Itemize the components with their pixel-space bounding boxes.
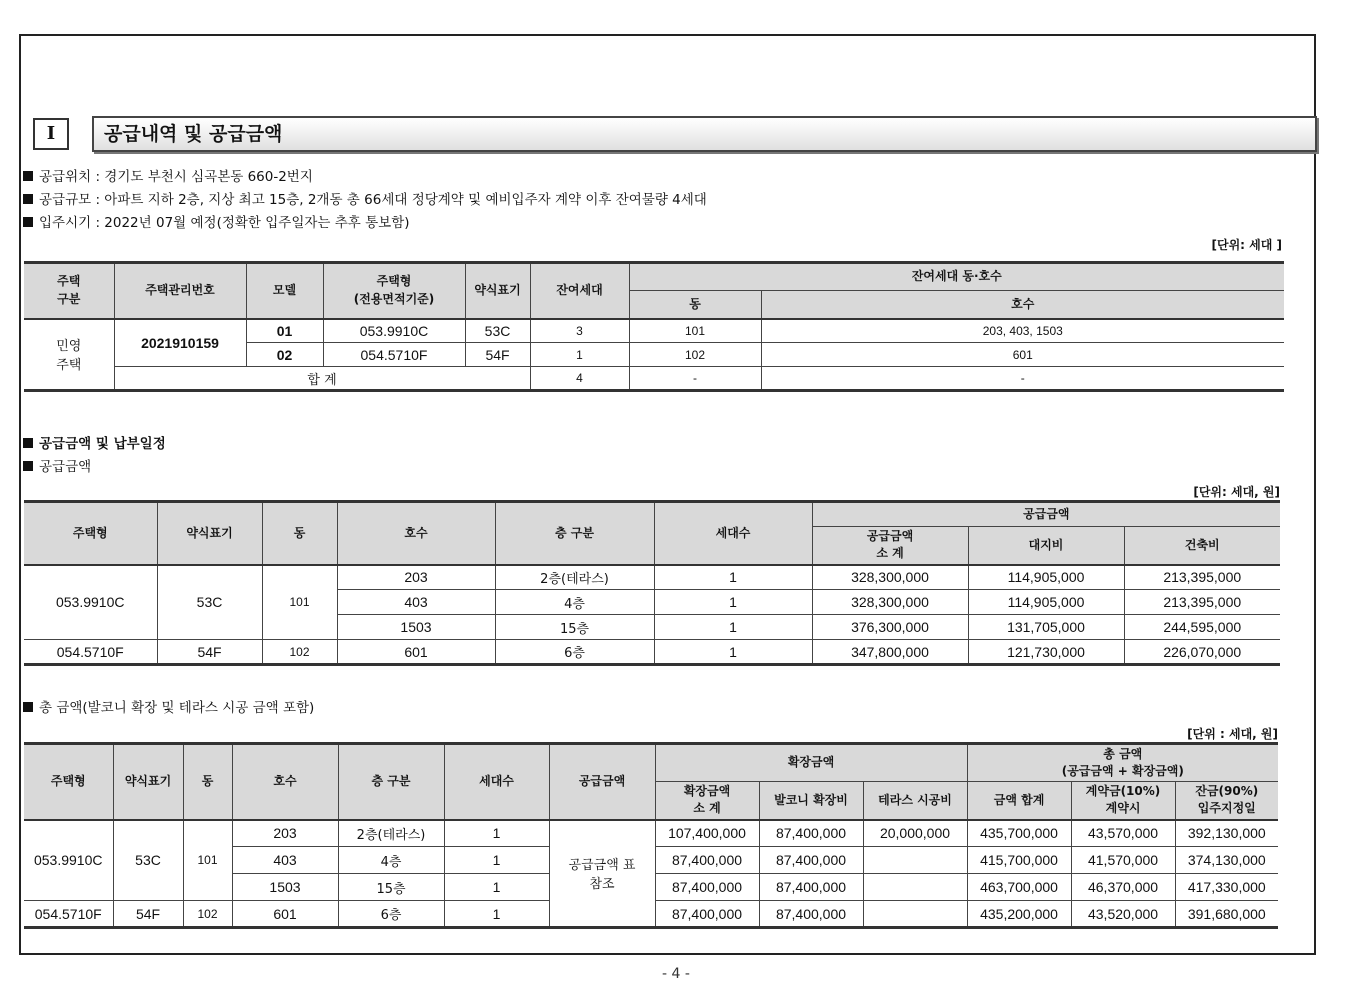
- total-row: [24, 367, 1284, 391]
- cell-balcony: 87,400,000: [759, 874, 863, 901]
- supply-price-table: [24, 500, 1280, 666]
- cell-abbr: 54F: [157, 640, 262, 665]
- cell-hosu: 1503: [337, 615, 495, 640]
- table1-unit: [단위: 세대 ]: [1211, 238, 1282, 252]
- cell-units: 1: [654, 590, 812, 615]
- th-units: 세대수: [654, 502, 812, 565]
- cell-floor: 2층(테라스): [495, 565, 654, 590]
- cell-hosu: 403: [232, 847, 338, 874]
- cell-terrace: 20,000,000: [863, 820, 967, 847]
- th-hosu: 호수: [232, 744, 338, 820]
- cell-deposit: 46,370,000: [1071, 874, 1175, 901]
- schedule-heading: [23, 432, 166, 452]
- cell-subtotal: 328,300,000: [812, 590, 968, 615]
- cell-dong: 101: [262, 565, 337, 640]
- cell-deposit: 41,570,000: [1071, 847, 1175, 874]
- cell-hosu: 601: [232, 901, 338, 928]
- bullet-square-icon: [23, 217, 33, 227]
- th-ext-subtotal: 확장금액 소 계: [655, 782, 759, 820]
- cell-floor: 4층: [495, 590, 654, 615]
- cell-deposit: 43,570,000: [1071, 820, 1175, 847]
- th-extension: 확장금액: [655, 744, 967, 782]
- th-housing-type: 주택형 (전용면적기준): [323, 263, 465, 319]
- cell-land: 114,905,000: [968, 590, 1124, 615]
- cell-hosu: 1503: [232, 874, 338, 901]
- cell-ext-subtotal: 107,400,000: [655, 820, 759, 847]
- page-number: - 4 -: [662, 966, 690, 982]
- bullet-square-icon: [23, 171, 33, 181]
- cell-dong: 101: [629, 319, 761, 343]
- cell-building: 244,595,000: [1124, 615, 1280, 640]
- th-floor: 층 구분: [495, 502, 654, 565]
- th-sum: 금액 합계: [967, 782, 1071, 820]
- cell-model: 01: [246, 319, 323, 343]
- cell-hosu: 203: [337, 565, 495, 590]
- cell-abbr: 54F: [465, 343, 530, 367]
- cell-balcony: 87,400,000: [759, 901, 863, 928]
- cell-balcony: 87,400,000: [759, 847, 863, 874]
- cell-ext-subtotal: 87,400,000: [655, 847, 759, 874]
- supply-heading-text: 공급금액: [39, 459, 92, 475]
- cell-units: 1: [444, 874, 549, 901]
- cell-hosu: 403: [337, 590, 495, 615]
- th-supply: 공급금액: [549, 744, 655, 820]
- th-remaining-units: 잔여세대 동·호수: [629, 263, 1284, 291]
- cell-units: 1: [444, 820, 549, 847]
- th-supply: 공급금액: [812, 502, 1280, 527]
- cell-hosu: 601: [337, 640, 495, 665]
- cell-dong: 102: [629, 343, 761, 367]
- cell-type: 054.5710F: [323, 343, 465, 367]
- th-total: 총 금액 (공급금액 + 확장금액): [967, 744, 1278, 782]
- bullet-square-icon: [23, 194, 33, 204]
- cell-category: 민영 주택: [24, 319, 114, 391]
- cell-units: 1: [654, 615, 812, 640]
- th-hosu: 호수: [761, 291, 1284, 319]
- th-model: 모델: [246, 263, 323, 319]
- cell-building: 213,395,000: [1124, 565, 1280, 590]
- bullet-square-icon: [23, 702, 33, 712]
- total-heading-text: 총 금액(발코니 확장 및 테라스 시공 금액 포함): [39, 700, 315, 716]
- cell-balance: 374,130,000: [1175, 847, 1278, 874]
- cell-type: 053.9910C: [323, 319, 465, 343]
- supply-heading: [23, 455, 91, 475]
- info-scale-text: 공급규모 : 아파트 지하 2층, 지상 최고 15층, 2개동 총 66세대 정당계약 및 예비입주자 계약 이후 잔여물량 4세대: [39, 192, 707, 208]
- th-land: 대지비: [968, 527, 1124, 565]
- cell-land: 131,705,000: [968, 615, 1124, 640]
- cell-dong: 102: [183, 901, 232, 928]
- cell-land: 121,730,000: [968, 640, 1124, 665]
- total-price-table: [24, 742, 1278, 929]
- info-scale: [23, 188, 707, 208]
- cell-terrace: [863, 847, 967, 874]
- cell-ext-subtotal: 87,400,000: [655, 901, 759, 928]
- table3-unit: [단위 : 세대, 원]: [1187, 727, 1278, 741]
- cell-balance: 417,330,000: [1175, 874, 1278, 901]
- th-type: 주택형: [24, 502, 157, 565]
- cell-building: 213,395,000: [1124, 590, 1280, 615]
- th-mgmt-no: 주택관리번호: [114, 263, 246, 319]
- cell-units: 1: [444, 847, 549, 874]
- cell-total-dong: -: [629, 367, 761, 391]
- cell-building: 226,070,000: [1124, 640, 1280, 665]
- th-deposit: 계약금(10%) 계약시: [1071, 782, 1175, 820]
- total-heading: [23, 696, 314, 716]
- cell-sum: 435,700,000: [967, 820, 1071, 847]
- schedule-heading-text: 공급금액 및 납부일정: [39, 436, 166, 452]
- info-move-in: [23, 211, 410, 231]
- cell-type: 053.9910C: [24, 820, 113, 901]
- th-balcony: 발코니 확장비: [759, 782, 863, 820]
- cell-terrace: [863, 874, 967, 901]
- cell-balance: 391,680,000: [1175, 901, 1278, 928]
- table-row: [24, 319, 1284, 343]
- cell-abbr: 53C: [465, 319, 530, 343]
- cell-subtotal: 347,800,000: [812, 640, 968, 665]
- th-abbr: 약식표기: [157, 502, 262, 565]
- th-remaining: 잔여세대: [530, 263, 629, 319]
- cell-mgmt-no: 2021910159: [114, 319, 246, 367]
- table-row: [24, 640, 1280, 665]
- info-location-text: 공급위치 : 경기도 부천시 심곡본동 660-2번지: [39, 169, 313, 185]
- cell-hosu: 203: [232, 820, 338, 847]
- th-abbr: 약식표기: [113, 744, 183, 820]
- remaining-units-table: [24, 261, 1284, 392]
- cell-total-hosu: -: [761, 367, 1284, 391]
- cell-deposit: 43,520,000: [1071, 901, 1175, 928]
- th-floor: 층 구분: [338, 744, 444, 820]
- cell-type: 054.5710F: [24, 640, 157, 665]
- cell-abbr: 54F: [113, 901, 183, 928]
- cell-hosu: 203, 403, 1503: [761, 319, 1284, 343]
- cell-type: 054.5710F: [24, 901, 113, 928]
- info-move-in-text: 입주시기 : 2022년 07월 예정(정확한 입주일자는 추후 통보함): [39, 215, 410, 231]
- table-row: [24, 820, 1278, 847]
- info-location: [23, 165, 313, 185]
- cell-dong: 102: [262, 640, 337, 665]
- cell-abbr: 53C: [157, 565, 262, 640]
- th-type: 주택형: [24, 744, 113, 820]
- th-units: 세대수: [444, 744, 549, 820]
- cell-supply-ref: 공급금액 표 참조: [549, 820, 655, 928]
- cell-model: 02: [246, 343, 323, 367]
- cell-count: 3: [530, 319, 629, 343]
- cell-abbr: 53C: [113, 820, 183, 901]
- th-dong: 동: [183, 744, 232, 820]
- cell-count: 1: [530, 343, 629, 367]
- cell-balance: 392,130,000: [1175, 820, 1278, 847]
- th-housing-category: 주택 구분: [24, 263, 114, 319]
- th-dong: 동: [629, 291, 761, 319]
- cell-land: 114,905,000: [968, 565, 1124, 590]
- th-balance: 잔금(90%) 입주지정일: [1175, 782, 1278, 820]
- cell-floor: 6층: [338, 901, 444, 928]
- cell-floor: 15층: [338, 874, 444, 901]
- table2-unit: [단위: 세대, 원]: [1193, 485, 1280, 499]
- cell-subtotal: 376,300,000: [812, 615, 968, 640]
- cell-terrace: [863, 901, 967, 928]
- cell-floor: 2층(테라스): [338, 820, 444, 847]
- cell-sum: 415,700,000: [967, 847, 1071, 874]
- section-title: 공급내역 및 공급금액: [92, 116, 1317, 152]
- cell-sum: 463,700,000: [967, 874, 1071, 901]
- bullet-square-icon: [23, 461, 33, 471]
- cell-units: 1: [444, 901, 549, 928]
- cell-type: 053.9910C: [24, 565, 157, 640]
- cell-floor: 6층: [495, 640, 654, 665]
- section-number: I: [33, 118, 69, 150]
- table-row: [24, 565, 1280, 590]
- cell-subtotal: 328,300,000: [812, 565, 968, 590]
- cell-units: 1: [654, 565, 812, 590]
- th-dong: 동: [262, 502, 337, 565]
- th-abbr: 약식표기: [465, 263, 530, 319]
- cell-units: 1: [654, 640, 812, 665]
- cell-floor: 4층: [338, 847, 444, 874]
- bullet-square-icon: [23, 438, 33, 448]
- cell-hosu: 601: [761, 343, 1284, 367]
- th-terrace: 테라스 시공비: [863, 782, 967, 820]
- cell-floor: 15층: [495, 615, 654, 640]
- th-subtotal: 공급금액 소 계: [812, 527, 968, 565]
- th-hosu: 호수: [337, 502, 495, 565]
- cell-sum: 435,200,000: [967, 901, 1071, 928]
- cell-dong: 101: [183, 820, 232, 901]
- cell-ext-subtotal: 87,400,000: [655, 874, 759, 901]
- cell-total-count: 4: [530, 367, 629, 391]
- cell-balcony: 87,400,000: [759, 820, 863, 847]
- th-building: 건축비: [1124, 527, 1280, 565]
- cell-total-label: 합 계: [114, 367, 530, 391]
